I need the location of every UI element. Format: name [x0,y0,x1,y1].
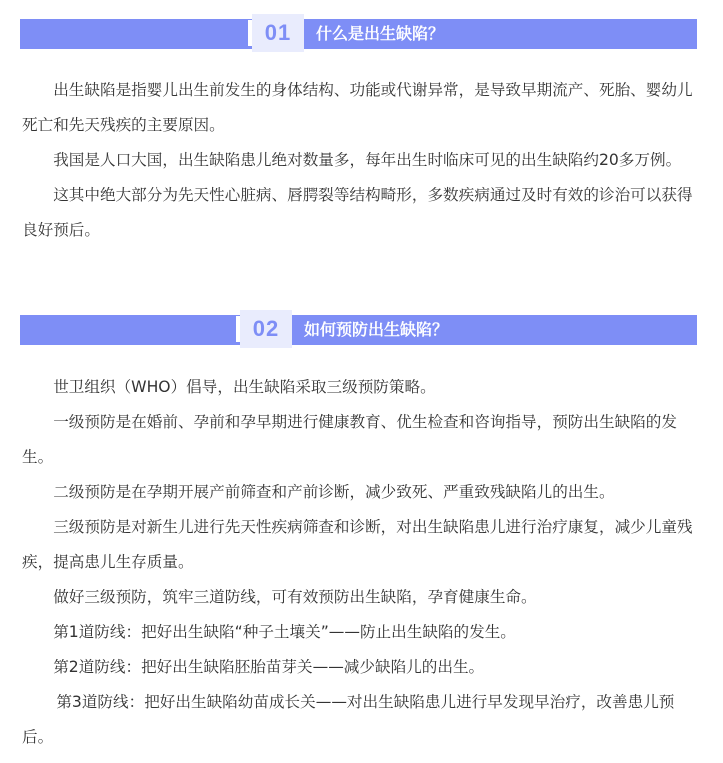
section-1-number: 01 [252,14,304,52]
section-2-paragraph-1: 世卫组织（WHO）倡导，出生缺陷采取三级预防策略。 [53,378,436,396]
section-1-header [20,19,697,49]
section-1-paragraph-3: 这其中绝大部分为先天性心脏病、唇腭裂等结构畸形，多数疾病通过及时有效的诊治可以获得良好预后。 [22,186,693,239]
section-2-paragraph-3: 二级预防是在孕期开展产前筛查和产前诊断，减少致死、严重致残缺陷儿的出生。 [53,483,615,501]
section-2-title: 如何预防出生缺陷？ [304,320,449,339]
section-2-paragraph-2: 一级预防是在婚前、孕前和孕早期进行健康教育、优生检查和咨询指导，预防出生缺陷的发生。 [22,413,677,466]
section-2-header [20,315,697,345]
section-2-defense-line-1: 第1道防线：把好出生缺陷“种子土壤关”——防止出生缺陷的发生。 [53,623,516,641]
section-2-body [22,370,700,755]
section-2-defense-line-3: 第3道防线：把好出生缺陷幼苗成长关——对出生缺陷患儿进行早发现早治疗，改善患儿预后。 [22,693,675,746]
section-1-paragraph-2: 我国是人口大国，出生缺陷患儿绝对数量多，每年出生时临床可见的出生缺陷约20多万例。 [53,151,682,169]
section-1-body [22,73,700,248]
section-2-defense-line-2: 第2道防线：把好出生缺陷胚胎苗芽关——减少缺陷儿的出生。 [53,658,485,676]
section-2-paragraph-5: 做好三级预防，筑牢三道防线，可有效预防出生缺陷，孕育健康生命。 [53,588,537,606]
section-2-paragraph-4: 三级预防是对新生儿进行先天性疾病筛查和诊断，对出生缺陷患儿进行治疗康复，减少儿童残疾，提高患儿生存质量。 [22,518,693,571]
section-1-paragraph-1: 出生缺陷是指婴儿出生前发生的身体结构、功能或代谢异常，是导致早期流产、死胎、婴幼儿死亡和先天残疾的主要原因。 [22,81,693,134]
section-2-number: 02 [240,310,292,348]
section-1-title: 什么是出生缺陷？ [316,24,445,43]
